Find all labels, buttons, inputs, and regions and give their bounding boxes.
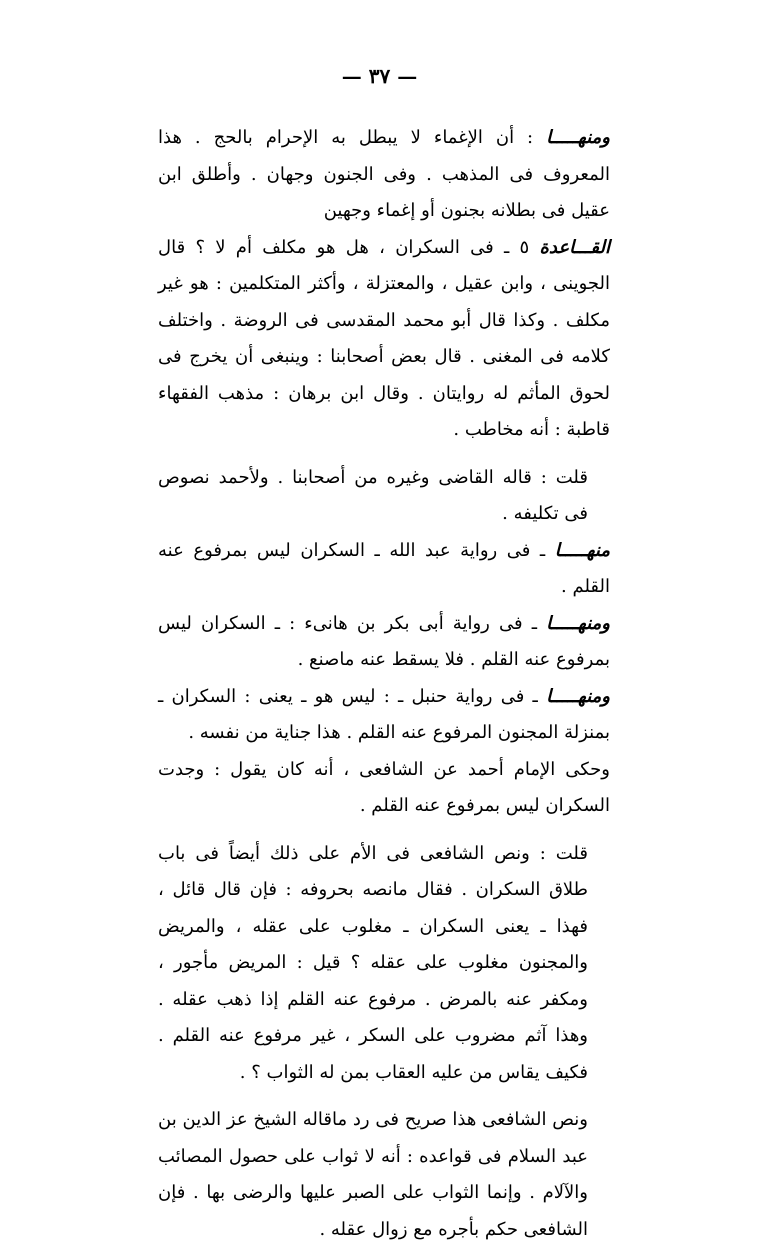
paragraph-text: ونص الشافعى هذا صريح فى رد ماقاله الشيخ عز الدين بن عبد السلام فى قواعده : أنه لا ثواب على حصول المصائب والآلام . وإنما الثواب على الصبر عليها والرضى بها . فإن الشافعى حكم بأجره مع زوال عقله .: [158, 1109, 588, 1240]
body-text: [158, 120, 610, 1259]
paragraph: [158, 606, 610, 679]
paragraph: [158, 460, 610, 533]
paragraph: [158, 679, 610, 752]
keyword: ومنهـــــا: [546, 127, 610, 148]
keyword: ومنهـــــا: [546, 685, 610, 707]
paragraph-text: قلت : قاله القاضى وغيره من أصحابنا . ولأحمد نصوص فى تكليفه .: [158, 466, 588, 524]
paragraph-text: ـ فى رواية حنبل ـ : ليس هو ـ يعنى : السكران ـ بمنزلة المجنون المرفوع عنه القلم . هذا جناية من نفسه .: [158, 685, 610, 743]
paragraph-text: ـ فى رواية عبد الله ـ السكران ليس بمرفوع عنه القلم .: [158, 539, 610, 597]
paragraph: [158, 752, 610, 825]
page-number: — ٣٧ —: [341, 64, 418, 88]
keyword: منهـــــا: [554, 539, 610, 561]
paragraph: [158, 1102, 610, 1248]
paragraph-text: ـ فى رواية أبى بكر بن هانىء : ـ السكران ليس بمرفوع عنه القلم . فلا يسقط عنه ماصنع .: [158, 612, 610, 670]
paragraph-text: وحكى الإمام أحمد عن الشافعى ، أنه كان يقول : وجدت السكران ليس بمرفوع عنه القلم .: [158, 758, 610, 816]
paragraph: [158, 836, 610, 1092]
paragraph-text: : أن الإغماء لا يبطل به الإحرام بالحج . هذا المعروف فى المذهب . وفى الجنون وجهان . وأطلق ابن عقيل فى بطلانه بجنون أو إغماء وجهين: [158, 127, 610, 221]
paragraph: [158, 230, 610, 449]
paragraph: [158, 533, 610, 606]
paragraph: [158, 120, 610, 230]
paragraph-text: قلت : ونص الشافعى فى الأم على ذلك أيضاً فى باب طلاق السكران . فقال مانصه بحروفه : فإن قال قائل ، فهذا ـ يعنى السكران ـ مغلوب على عقله ، والمريض والمجنون مغلوب على عقله ؟ قيل : المريض مأجور ، ومكفر عنه بالمرض . مرفوع عنه القلم إذا ذهب عقله . وهذا آثم مضروب على السكر ، غير مرفوع عنه القلم . فكيف يقاس من عليه العقاب بمن له الثواب ؟ .: [158, 842, 588, 1083]
paragraph-text: ٥ ـ فى السكران ، هل هو مكلف أم لا ؟ قال الجوينى ، وابن عقيل ، والمعتزلة ، وأكثر المتكلمين : هو غير مكلف . وكذا قال أبو محمد المقدسى فى الروضة . واختلف كلامه فى المغنى . قال بعض أصحابنا : وينبغى أن يخرج فى لحوق المأثم له روايتان . وقال ابن برهان : مذهب الفقهاء قاطبة : أنه مخاطب .: [158, 236, 610, 440]
keyword: ومنهـــــا: [546, 612, 610, 634]
keyword: القـــاعدة: [539, 236, 610, 258]
